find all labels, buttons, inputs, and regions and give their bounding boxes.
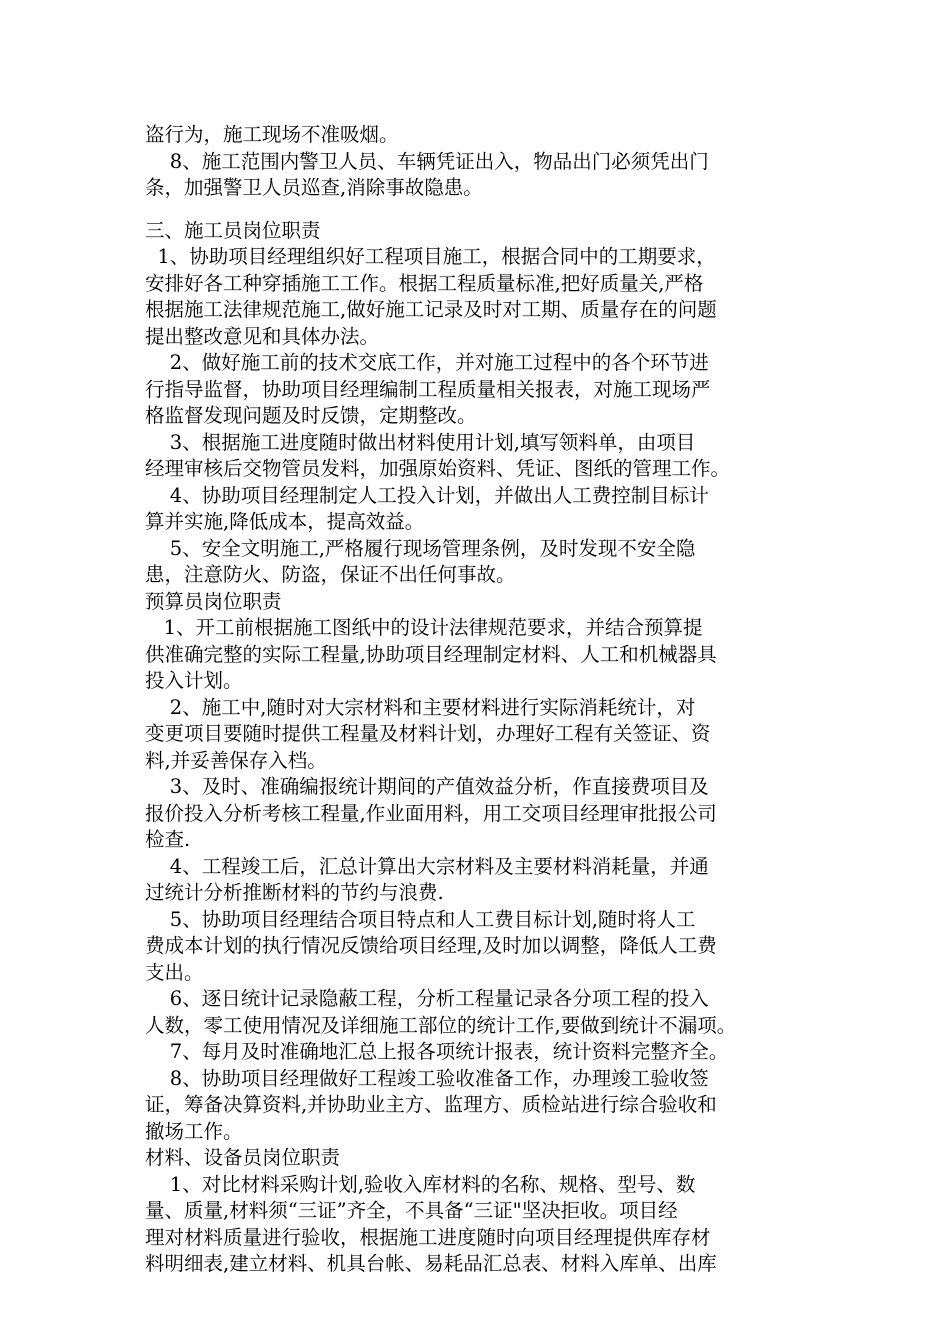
text-line: 预算员岗位职责	[145, 589, 282, 613]
text-line: 过统计分析推断材料的节约与浪费.	[145, 881, 444, 904]
text-line: 安排好各工种穿插施工工作。根据工程质量标准,把好质量关,严格	[145, 271, 704, 295]
document-body	[145, 122, 810, 1278]
text-line: 供准确完整的实际工程量,协助项目经理制定材料、人工和机械器具	[145, 642, 717, 666]
text-line: 盗行为，施工现场不准吸烟。	[145, 123, 399, 146]
blank-line	[145, 202, 810, 218]
text-line: 投入计划。	[145, 669, 243, 692]
text-line: 理对材料质量进行验收，根据施工进度随时向项目经理提供库存材	[145, 1225, 711, 1249]
text-line: 算并实施,降低成本，提高效益。	[145, 510, 425, 533]
text-line: 支出。	[145, 960, 204, 984]
text-line: 料,并妥善保存入档。	[145, 748, 327, 772]
text-line: 7、每月及时准确地汇总上报各项统计报表，统计资料完整齐全。	[145, 1040, 729, 1063]
text-line: 变更项目要随时提供工程量及材料计划，办理好工程有关签证、资	[145, 722, 711, 745]
text-line: 人数，零工使用情况及详细施工部位的统计工作,要做到统计不漏项。	[145, 1013, 737, 1037]
text-line: 5、协助项目经理结合项目特点和人工费目标计划,随时将人工	[145, 907, 696, 931]
text-line: 条，加强警卫人员巡查,消除事故隐患。	[145, 176, 483, 199]
text-line: 3、根据施工进度随时做出材料使用计划,填写领料单，由项目	[145, 430, 696, 454]
text-line: 报价投入分析考核工程量,作业面用料，用工交项目经理审批报公司	[145, 801, 717, 825]
text-line: 4、协助项目经理制定人工投入计划，并做出人工费控制目标计	[145, 483, 709, 507]
text-line: 费成本计划的执行情况反馈给项目经理,及时加以调整，降低人工费	[145, 934, 717, 957]
text-line: 2、施工中,随时对大宗材料和主要材料进行实际消耗统计，对	[145, 695, 696, 719]
text-line: 提出整改意见和具体办法。	[145, 324, 380, 348]
text-line: 检查.	[145, 828, 191, 851]
text-line: 证，筹备决算资料,并协助业主方、监理方、质检站进行综合验收和	[145, 1093, 717, 1116]
text-line: 8、施工范围内警卫人员、车辆凭证出入，物品出门必须凭出门	[145, 149, 709, 173]
text-line: 8、协助项目经理做好工程竣工验收准备工作，办理竣工验收签	[145, 1066, 709, 1090]
text-line: 5、安全文明施工,严格履行现场管理条例，及时发现不安全隐	[145, 536, 696, 560]
text-line: 1、对比材料采购计划,验收入库材料的名称、规格、型号、数	[145, 1172, 696, 1196]
text-line: 3、及时、准确编报统计期间的产值效益分析，作直接费项目及	[145, 775, 709, 798]
text-line: 1、协助项目经理组织好工程项目施工，根据合同中的工期要求，	[145, 245, 716, 268]
text-line: 1、开工前根据施工图纸中的设计法律规范要求，并结合预算提	[145, 616, 703, 639]
text-line: 2、做好施工前的技术交底工作，并对施工过程中的各个环节进	[145, 351, 709, 374]
text-line: 撤场工作。	[145, 1119, 243, 1143]
text-line: 经理审核后交物管员发料，加强原始资料、凭证、图纸的管理工作。	[145, 457, 731, 480]
text-line: 行指导监督，协助项目经理编制工程质量相关报表，对施工现场严	[145, 377, 711, 401]
text-line: 量、质量,材料须“三证”齐全，不具备“三证"坚决拒收。项目经	[145, 1199, 678, 1222]
text-line: 料明细表,建立材料、机具台帐、易耗品汇总表、材料入库单、出库	[145, 1252, 717, 1275]
text-line: 6、逐日统计记录隐蔽工程，分析工程量记录各分项工程的投入	[145, 987, 709, 1010]
text-line: 材料、设备员岗位职责	[145, 1146, 341, 1169]
text-line: 患，注意防火、防盗，保证不出任何事故。	[145, 563, 516, 586]
text-line: 根据施工法律规范施工,做好施工记录及时对工期、质量存在的问题	[145, 298, 717, 321]
text-line: 三、施工员岗位职责	[145, 218, 321, 242]
text-line: 4、工程竣工后，汇总计算出大宗材料及主要材料消耗量，并通	[145, 854, 709, 878]
text-line: 格监督发现问题及时反馈，定期整改。	[145, 404, 477, 427]
